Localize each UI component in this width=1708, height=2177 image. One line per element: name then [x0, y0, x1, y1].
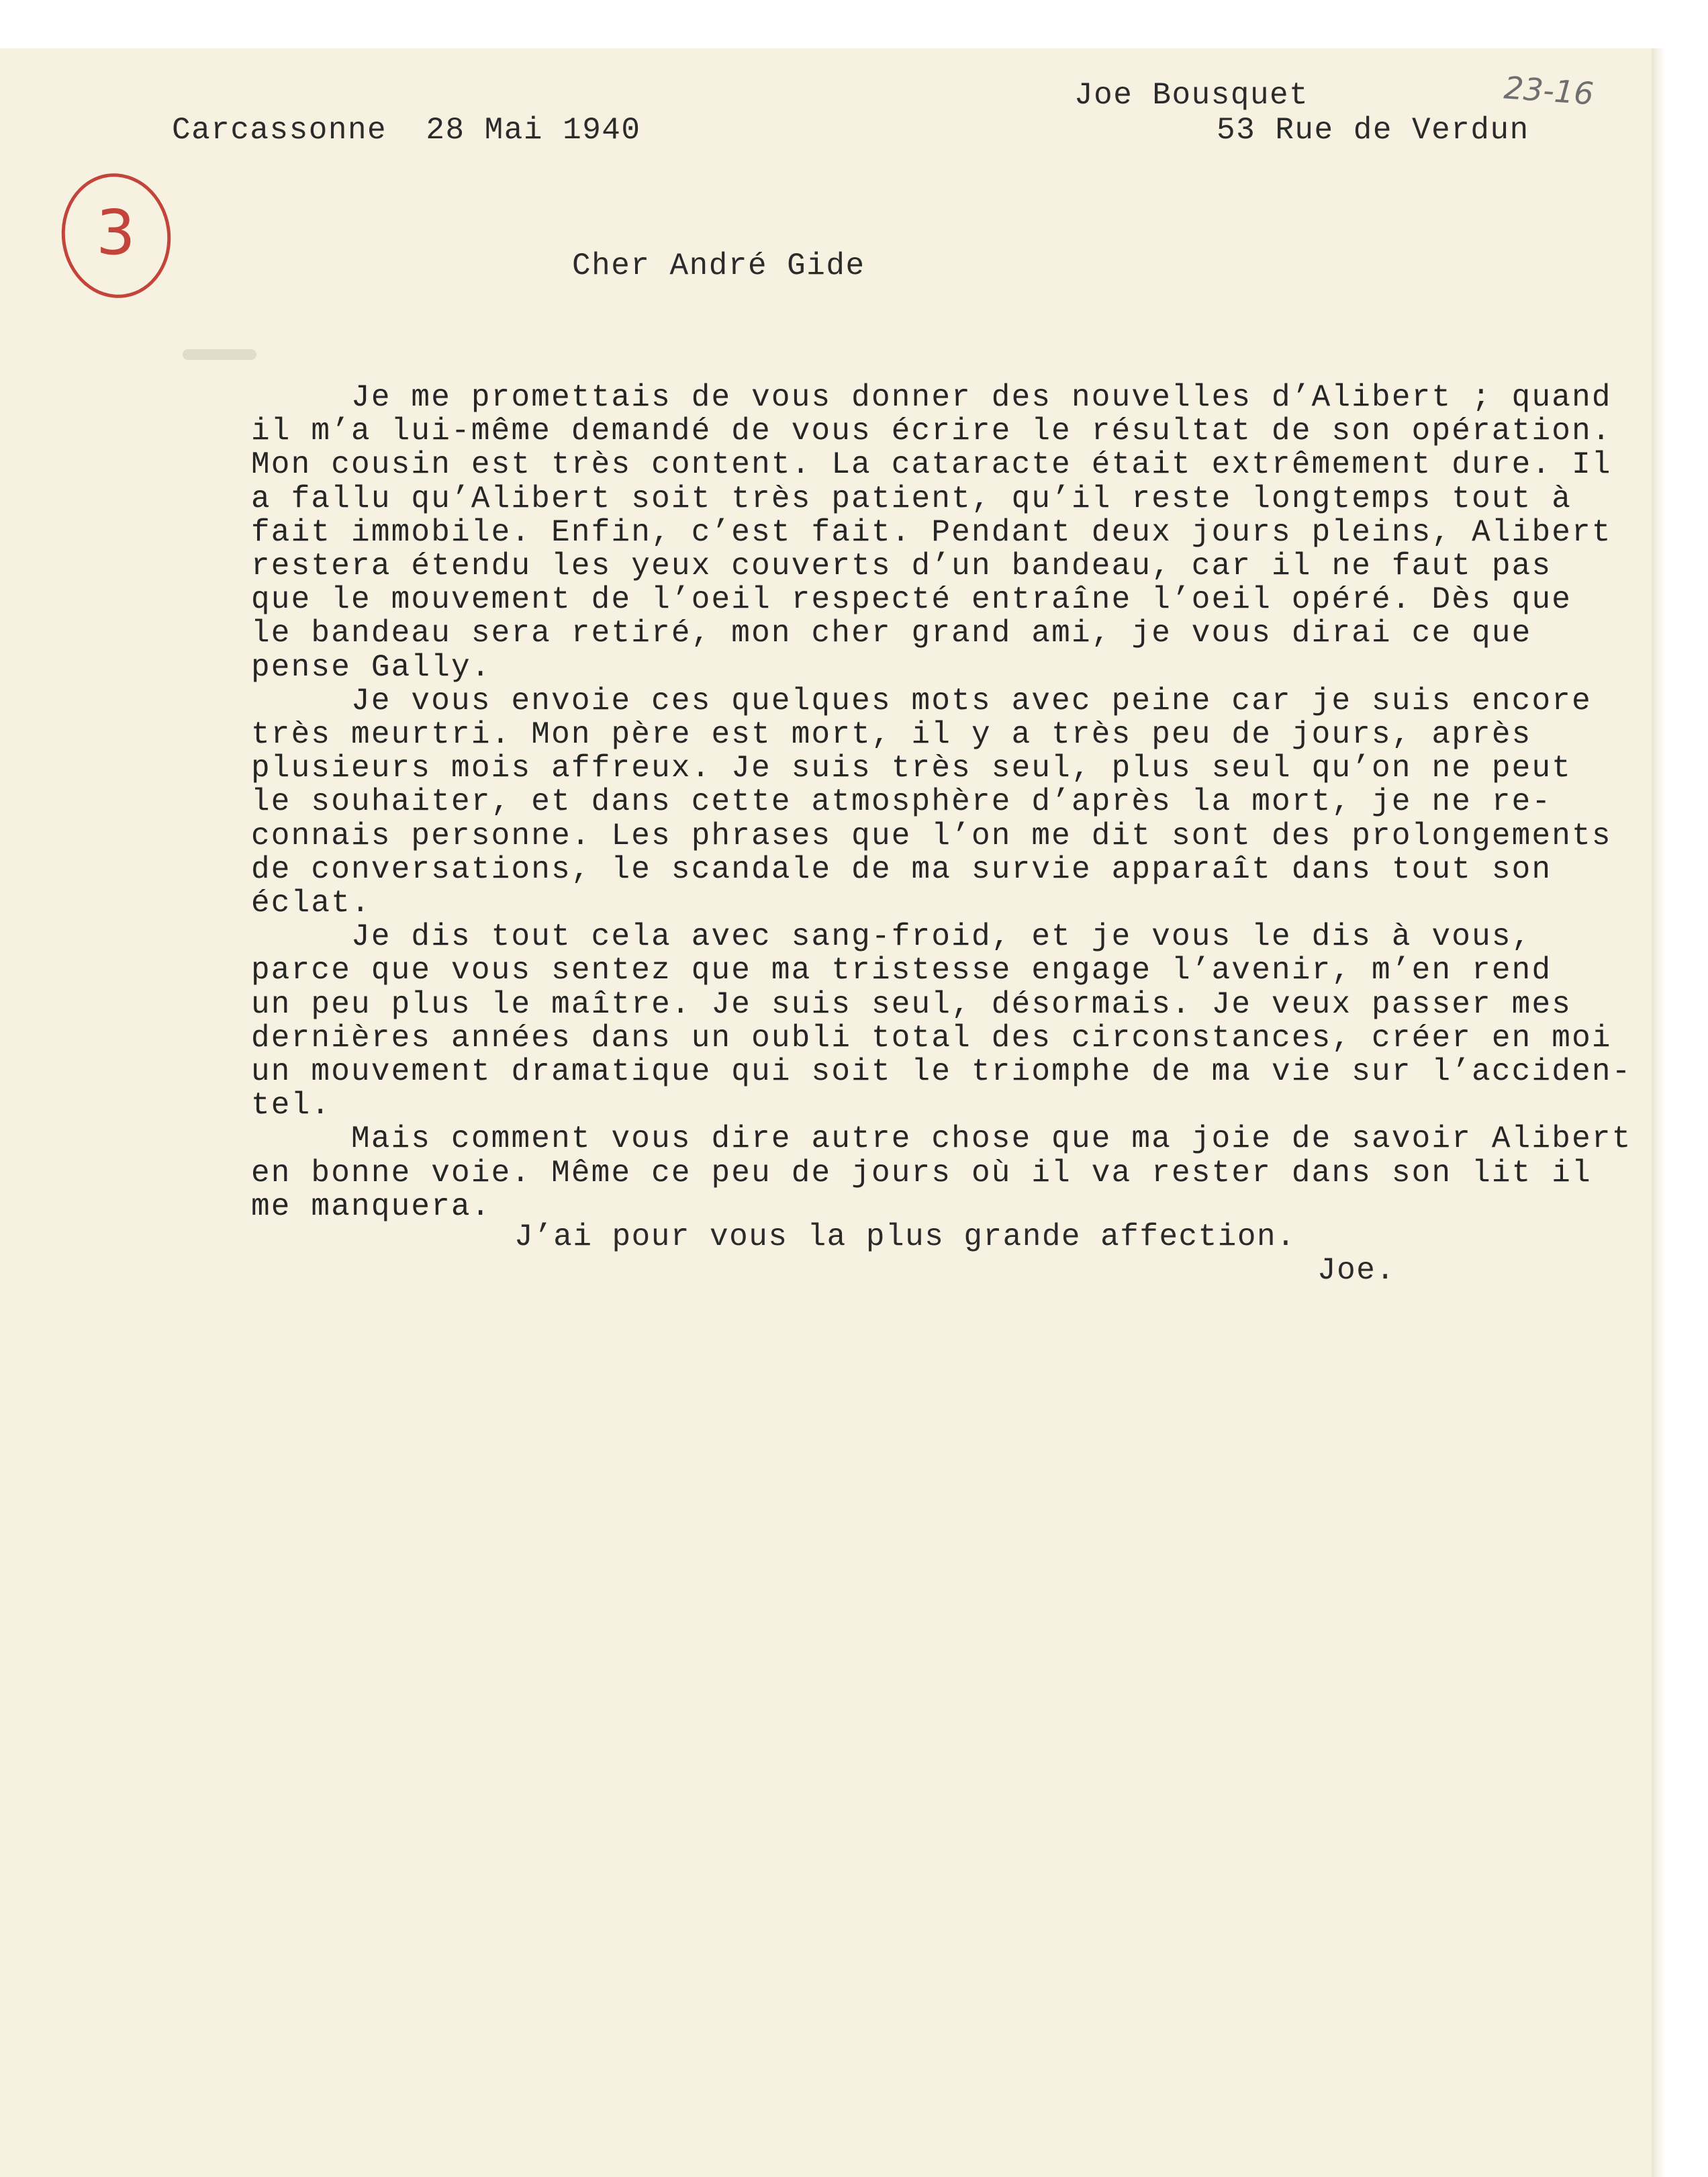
- body-line: un mouvement dramatique qui soit le triomphe de ma vie sur l’acciden-: [251, 1054, 1632, 1089]
- body-line: Je me promettais de vous donner des nouvelles d’Alibert ; quand: [251, 380, 1612, 415]
- body-line: un peu plus le maître. Je suis seul, désormais. Je veux passer mes: [251, 987, 1572, 1022]
- closing-line: J’ai pour vous la plus grande affection.: [514, 1219, 1296, 1254]
- letter-paper: [0, 48, 1658, 2177]
- body-line: que le mouvement de l’oeil respecté entraîne l’oeil opéré. Dès que: [251, 582, 1572, 617]
- body-line: dernières années dans un oubli total des circonstances, créer en moi: [251, 1021, 1612, 1056]
- body-line: très meurtri. Mon père est mort, il y a très peu de jours, après: [251, 717, 1532, 752]
- body-line: Mon cousin est très content. La cataracte était extrêmement dure. Il: [251, 447, 1612, 482]
- body-line: plusieurs mois affreux. Je suis très seul, plus seul qu’on ne peut: [251, 751, 1572, 786]
- body-line: fait immobile. Enfin, c’est fait. Pendant deux jours pleins, Alibert: [251, 515, 1612, 550]
- body-line: le bandeau sera retiré, mon cher grand ami, je vous dirai ce que: [251, 616, 1532, 651]
- body-line: Mais comment vous dire autre chose que ma joie de savoir Alibert: [251, 1121, 1632, 1156]
- body-line: connais personne. Les phrases que l’on me dit sont des prolongements: [251, 819, 1612, 853]
- body-line: parce que vous sentez que ma tristesse engage l’avenir, m’en rend: [251, 953, 1552, 988]
- place-date: Carcassonne 28 Mai 1940: [172, 113, 641, 148]
- body-line: Je dis tout cela avec sang-froid, et je vous le dis à vous,: [251, 919, 1532, 954]
- body-line: en bonne voie. Même ce peu de jours où il va rester dans son lit il: [251, 1156, 1592, 1191]
- body-line: restera étendu les yeux couverts d’un bandeau, car il ne faut pas: [251, 549, 1552, 584]
- body-line: tel.: [251, 1088, 332, 1123]
- ink-smudge: [183, 349, 256, 360]
- body-line: pense Gally.: [251, 650, 491, 685]
- body-line: me manquera.: [251, 1189, 491, 1224]
- body-line: Je vous envoie ces quelques mots avec peine car je suis encore: [251, 684, 1592, 719]
- paper-edge: [1652, 48, 1665, 2177]
- salutation: Cher André Gide: [572, 248, 865, 283]
- sender-address: 53 Rue de Verdun: [1217, 113, 1529, 148]
- body-line: a fallu qu’Alibert soit très patient, qu’il reste longtemps tout à: [251, 481, 1572, 516]
- body-line: il m’a lui-même demandé de vous écrire le résultat de son opération.: [251, 414, 1612, 449]
- body-line: le souhaiter, et dans cette atmosphère d’après la mort, je ne re-: [251, 784, 1552, 819]
- body-line: de conversations, le scandale de ma survie apparaît dans tout son: [251, 852, 1552, 887]
- body-line: éclat.: [251, 886, 371, 921]
- signature: Joe.: [1317, 1253, 1396, 1288]
- page-number: 3: [96, 197, 136, 269]
- archive-reference: 23-16: [1503, 69, 1595, 112]
- sender-name: Joe Bousquet: [1074, 78, 1309, 113]
